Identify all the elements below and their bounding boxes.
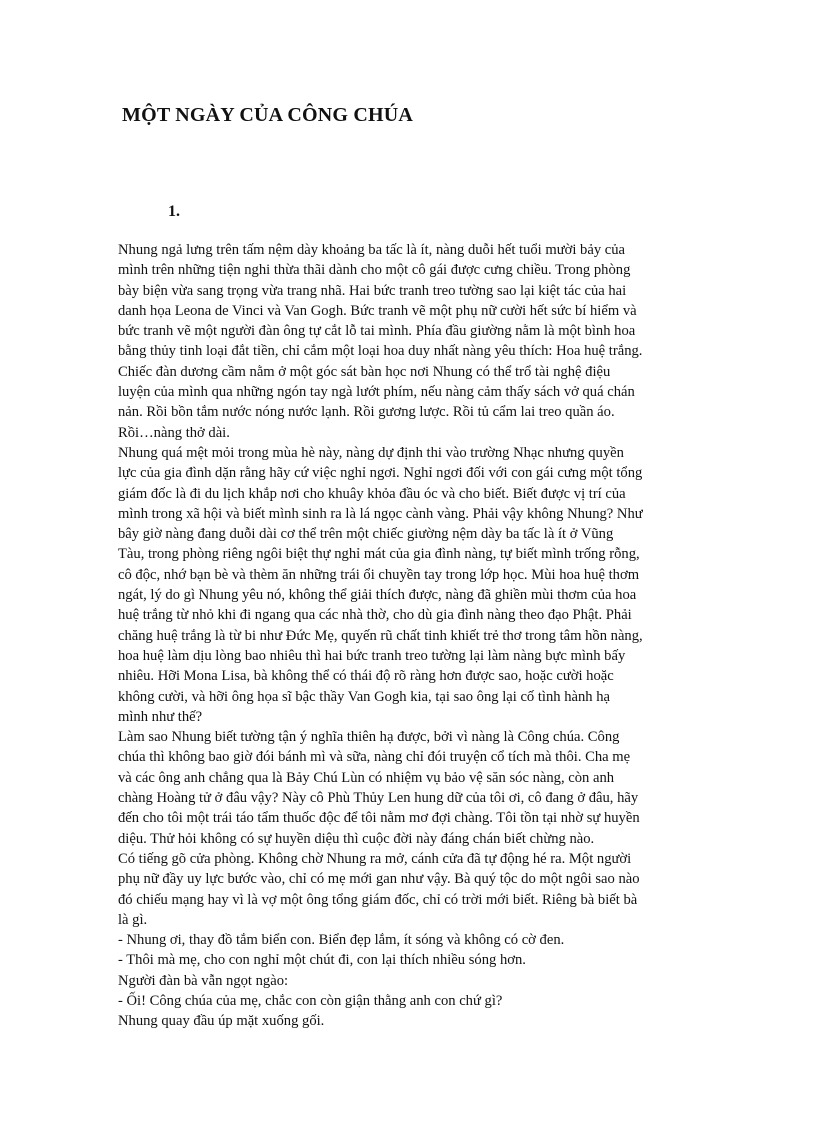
text-line: đó chiếu mạng hay vì là vợ một ông tổng giám đốc, chỉ có trời mới biết. Riêng bà biết bà	[118, 891, 638, 908]
text-line: Có tiếng gõ cửa phòng. Không chờ Nhung ra mở, cánh cửa đã tự động hé ra. Một người	[118, 850, 632, 867]
text-line: nhiêu. Hỡi Mona Lisa, bà không thể có thái độ rõ ràng hơn được sao, hoặc cười hoặc	[118, 668, 614, 685]
text-line: Người đàn bà vẫn ngọt ngào:	[118, 972, 289, 989]
text-line: bày biện vừa sang trọng vừa trang nhã. Hai bức tranh treo tường sao lại kiệt tác của hai	[118, 282, 627, 299]
text-line: luyện của mình qua những ngón tay ngà lướt phím, nếu nàng cảm thấy sách vở quá chán	[118, 384, 635, 401]
text-line: Nhung quay đầu úp mặt xuống gối.	[118, 1013, 325, 1030]
text-line: - Nhung ơi, thay đồ tắm biển con. Biển đẹp lắm, ít sóng và không có cờ đen.	[118, 932, 565, 949]
text-line: huệ trắng từ nhỏ khi đi ngang qua các nhà thờ, cho dù gia đình nàng theo đạo Phật. Phải	[118, 607, 632, 624]
text-line: phụ nữ đầy uy lực bước vào, chỉ có mẹ mới gan như vậy. Bà quý tộc do một ngôi sao nào	[118, 871, 640, 888]
text-line: - Thôi mà mẹ, cho con nghỉ một chút đi, con lại thích nhiều sóng hơn.	[118, 952, 526, 969]
text-line: cô độc, nhớ bạn bè và thèm ăn những trái ổi chuyền tay trong lớp học. Mùi hoa huệ thơm	[118, 566, 640, 583]
text-line: chàng Hoàng tử ở đâu vậy? Này cô Phù Thủy Len hung dữ của tôi ơi, cô đang ở đâu, hãy	[118, 790, 639, 807]
story-body	[118, 240, 702, 1032]
text-line: Tàu, trong phòng riêng ngôi biệt thự nghỉ mát của gia đình nàng, tự biết mình trống rỗng,	[118, 546, 640, 563]
story-title: MỘT NGÀY CỦA CÔNG CHÚA	[122, 104, 414, 126]
text-line: nản. Rồi bồn tắm nước nóng nước lạnh. Rồi gương lược. Rồi tủ cẩm lai treo quần áo.	[118, 404, 615, 421]
text-line: chăng huệ trắng là từ bi như Đức Mẹ, quyến rũ chất tinh khiết trẻ thơ trong tâm hồn nàng,	[118, 627, 643, 644]
text-line: mình trong xã hội và biết mình sinh ra là lá ngọc cành vàng. Phải vậy không Nhung? Như	[118, 505, 643, 522]
text-line: ngát, lý do gì Nhung yêu nó, không thể giải thích được, nàng đã ghiền mùi thơm của hoa	[118, 587, 637, 604]
chapter-number: 1.	[168, 203, 180, 220]
text-line: danh họa Leona de Vinci và Van Gogh. Bức tranh vẽ một phụ nữ cười hết sức bí hiểm và	[118, 302, 637, 319]
text-line: diệu. Thử hỏi không có sự huyền diệu thì cuộc đời này đáng chán biết chừng nào.	[118, 830, 595, 847]
text-line: bây giờ nàng đang duỗi dài cơ thể trên một chiếc giường nệm dày ba tấc là ít ở Vũng	[118, 526, 614, 543]
text-line: mình trên những tiện nghi thừa thãi dành cho một cô gái được cưng chiều. Trong phòng	[118, 262, 631, 279]
text-line: chúa thì không bao giờ đói bánh mì và sữa, nàng chỉ đói truyện cổ tích mà thôi. Cha mẹ	[118, 749, 631, 766]
text-line: - Ối! Công chúa của mẹ, chắc con còn giận thằng anh con chứ gì?	[118, 992, 503, 1009]
text-line: bức tranh vẽ một người đàn ông tự cắt lỗ tai mình. Phía đầu giường nằm là một bình hoa	[118, 323, 636, 340]
text-line: lực của gia đình dặn rằng hãy cứ việc nghỉ ngơi. Nghỉ ngơi đối với con gái cưng một tổng	[118, 465, 643, 482]
text-line: Chiếc đàn dương cầm nằm ở một góc sát bàn học nơi Nhung có thể trổ tài nghệ điệu	[118, 363, 611, 380]
text-line: bằng thủy tinh loại đắt tiền, chỉ cắm một loại hoa duy nhất nàng yêu thích: Hoa huệ trắng.	[118, 343, 643, 360]
text-line: là gì.	[118, 911, 148, 928]
text-line: không cười, và hỡi ông họa sĩ bậc thầy Van Gogh kia, tại sao ông lại cố tình hành hạ	[118, 688, 611, 705]
text-line: hoa huệ làm dịu lòng bao nhiêu thì hai bức tranh treo tường lại làm nàng bực mình bấy	[118, 647, 626, 664]
text-line: mình như thế?	[118, 708, 203, 725]
text-line: Nhung quá mệt mỏi trong mùa hè này, nàng dự định thi vào trường Nhạc nhưng quyền	[118, 444, 624, 461]
text-line: Nhung ngả lưng trên tấm nệm dày khoảng ba tấc là ít, nàng duỗi hết tuổi mười bảy của	[118, 242, 626, 258]
text-line: giám đốc là đi du lịch khắp nơi cho khuây khỏa đầu óc và cho biết. Biết được vị trí của	[118, 485, 626, 502]
text-line: đến cho tôi một trái táo tẩm thuốc độc để tôi nằm mơ đợi chàng. Tôi tồn tại nhờ sự huyền	[118, 810, 640, 827]
text-line: và các ông anh chẳng qua là Bảy Chú Lùn có nhiệm vụ bảo vệ săn sóc nàng, còn anh	[118, 769, 615, 786]
text-line: Làm sao Nhung biết tường tận ý nghĩa thiên hạ được, bởi vì nàng là Công chúa. Công	[118, 729, 620, 746]
text-line: Rồi…nàng thở dài.	[118, 424, 230, 441]
